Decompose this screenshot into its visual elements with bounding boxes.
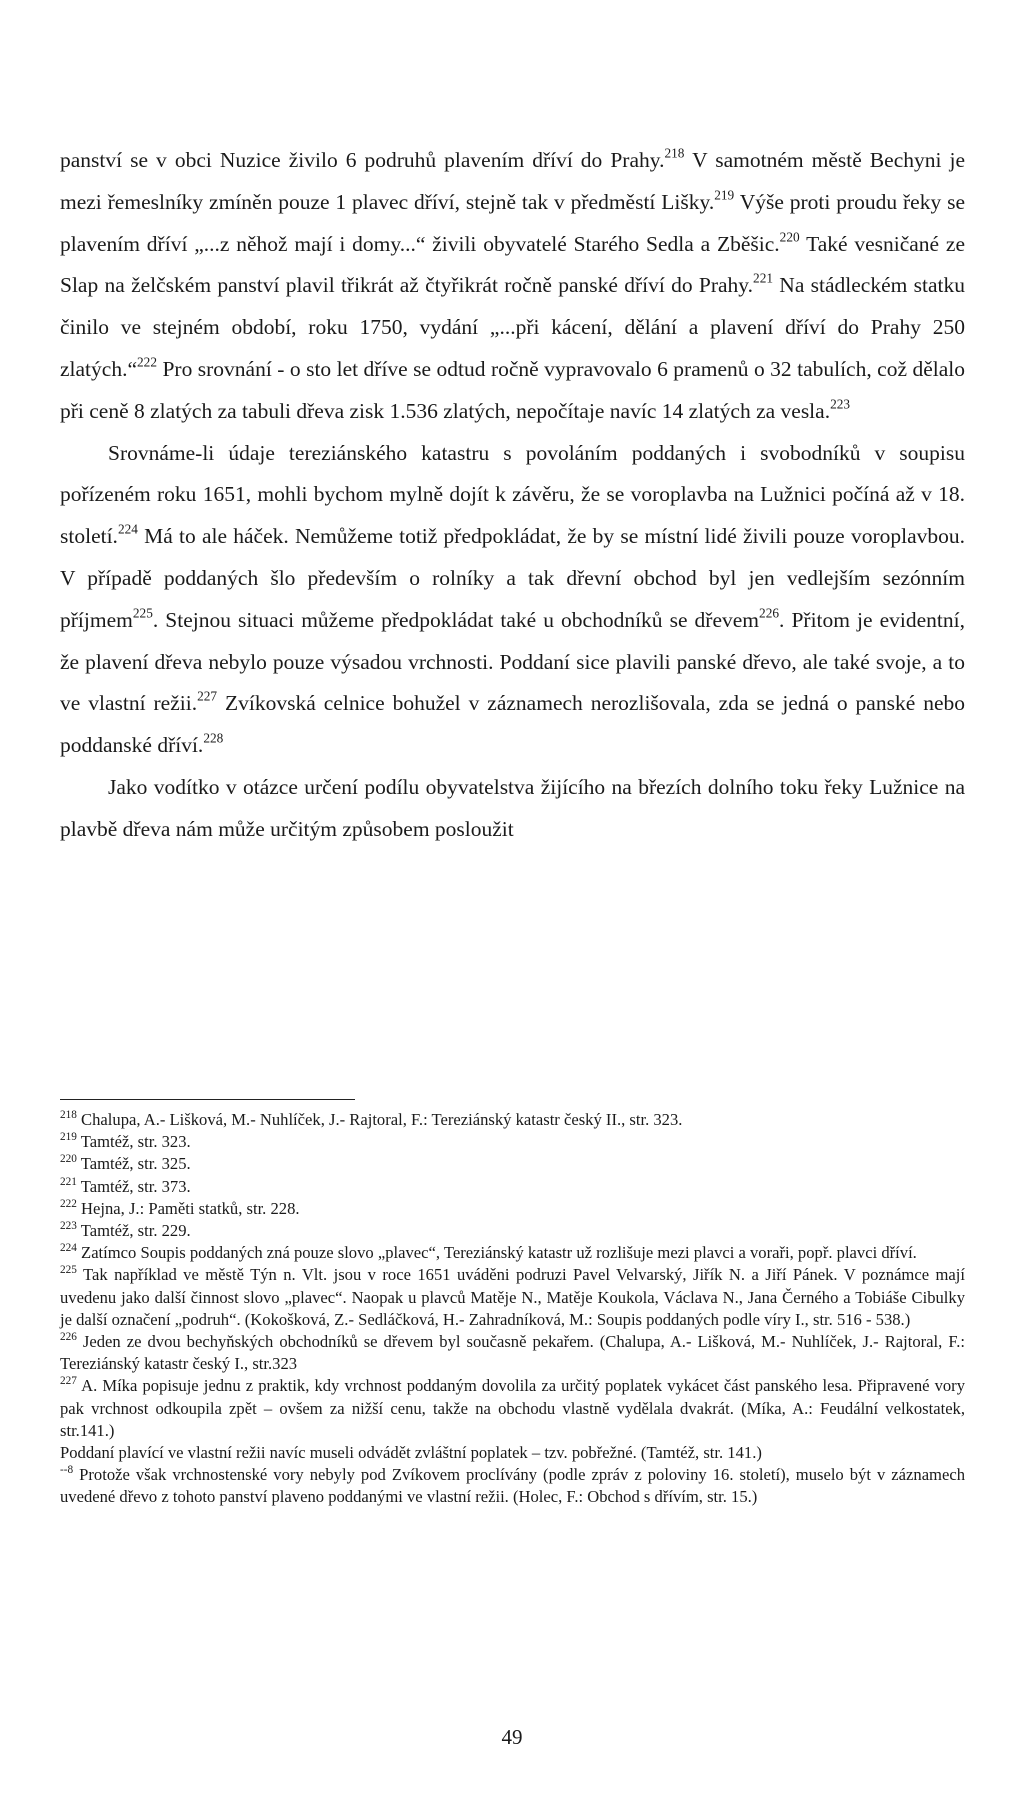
footnote-text: Tamtéž, str. 325. [76, 1154, 191, 1174]
footnote-reference: 223 [830, 396, 851, 412]
footnote-text: Tamtéž, str. 229. [76, 1221, 191, 1241]
footnote-reference: 226 [759, 605, 780, 621]
text-run: Na stádleckém statku činilo ve stejném období, roku 1750, vydání „...při kácení, dělání a plavení dříví do Prahy 250 zlatých.“ [60, 273, 965, 381]
footnote-reference: 224 [117, 521, 138, 537]
text-run: V samotném městě Bechyni je mezi řemeslníky zmíněn pouze 1 plavec dříví, stejně tak v předměstí Lišky. [60, 148, 965, 214]
footnote-text: Protože však vrchnostenské vory nebyly pod Zvíkovem proclívány (podle zpráv z poloviny 16. století), muselo být v záznamech uvedené dřevo z tohoto panství plaveno poddanými ve vlastní režii. (Holec, F.: Obchod s dřívím, str. 15.) [60, 1465, 965, 1507]
footnote-224 [60, 1242, 965, 1264]
main-text [60, 140, 965, 851]
footnote-text: Tak například ve městě Týn n. Vlt. jsou v roce 1651 uváděni podruzi Pavel Velvarský, Jiřík N. a Jiří Pánek. V poznámce mají uvedenu jako další činnost slovo „plavec“. Naopak u plavců Matěje N., Matěje Koukola, Václava N., Jana Černého a Tobiáše Cibulky je další označení „podruh“. (Kokošková, Z.- Sedláčková, H.- Zahradníková, M.: Soupis poddaných podle víry I., str. 516 - 538.) [60, 1265, 965, 1329]
footnote-reference: 219 [714, 187, 735, 203]
footnote-reference: 218 [664, 145, 685, 161]
page-number: 49 [501, 1725, 523, 1749]
footnote-number: 223 [60, 1220, 77, 1233]
text-run: Má to ale háček. Nemůžeme totiž předpokládat, že by se místní lidé živili pouze voroplavbou. V případě poddaných šlo především o rolníky a tak dřevní obchod byl jen vedlejším sezónním příjmem [60, 524, 965, 632]
footnote-text: Chalupa, A.- Lišková, M.- Nuhlíček, J.- Rajtoral, F.: Tereziánský katastr český II., str. 323. [76, 1110, 683, 1129]
footnote-reference: 221 [753, 270, 774, 286]
footnote-227-continued [60, 1442, 965, 1464]
paragraph-3 [60, 767, 965, 851]
footnote-227 [60, 1375, 965, 1442]
footnote-number: 221 [60, 1175, 77, 1188]
text-run: Srovnáme-li údaje tereziánského katastru s povoláním poddaných i svobodníků v soupisu pořízeném roku 1651, mohli bychom mylně dojít k závěru, že se voroplavba na Lužnici počíná až v 18. století. [60, 440, 965, 549]
footnote-text: Jeden ze dvou bechyňských obchodníků se dřevem byl současně pekařem. (Chalupa, A.- Lišková, M.- Nuhlíček, J.- Rajtoral, F.: Tereziánský katastr český I., str.323 [60, 1332, 965, 1374]
footnote-number: 226 [60, 1331, 77, 1344]
footnote-225 [60, 1264, 965, 1331]
footnote-reference: 228 [203, 730, 224, 746]
paragraph-1 [60, 140, 965, 433]
footnote-222 [60, 1198, 965, 1220]
footnote-number: 220 [60, 1153, 77, 1166]
footnotes [60, 1109, 965, 1509]
footnote-219 [60, 1131, 965, 1153]
footnote-number: 225 [60, 1264, 77, 1277]
footnote-reference: 225 [132, 605, 153, 621]
footnote-218 [60, 1109, 965, 1131]
footnote-reference: 220 [779, 229, 800, 244]
footnote-text: Tamtéž, str. 373. [76, 1176, 191, 1196]
paragraph-2 [60, 433, 965, 767]
footnote-number: 219 [60, 1131, 77, 1144]
footnote-separator [60, 1099, 355, 1100]
footnote-text: A. Míka popisuje jednu z praktik, kdy vrchnost poddaným dovolila za určitý poplatek vykácet část panského lesa. Připravené vory pak vrchnost odkoupila zpět – ovšem za nižší cenu, takže na obchodu vlastně vydělala dvakrát. (Míka, A.: Feudální velkostatek, str.141.) [60, 1376, 965, 1440]
footnote-number: 222 [60, 1198, 77, 1211]
footnote-223 [60, 1220, 965, 1242]
footnote-reference: 227 [197, 688, 218, 704]
footnote-number: 227 [60, 1375, 77, 1388]
text-run: Pro srovnání - o sto let dříve se odtud ročně vypravovalo 6 pramenů o 32 tabulích, což dělalo při ceně 8 zlatých za tabuli dřeva zisk 1.536 zlatých, nepočítaje navíc 14 zlatých za vesla. [60, 356, 965, 423]
footnote-text: Tamtéž, str. 323. [76, 1132, 191, 1152]
text-run: . Stejnou situaci můžeme předpokládat také u obchodníků se dřevem [152, 607, 760, 632]
footnote-text: Hejna, J.: Paměti statků, str. 228. [76, 1198, 300, 1218]
text-run: Výše proti proudu řeky se plavením dříví „...z něhož mají i domy...“ živili obyvatelé Starého Sedla a Zběšic. [60, 189, 965, 256]
footnote-228 [60, 1464, 965, 1508]
footnote-220 [60, 1153, 965, 1175]
text-run: panství se v obci Nuzice živilo 6 podruhů plavením dříví do Prahy. [60, 148, 665, 172]
text-run: Jako vodítko v otázce určení podílu obyvatelstva žijícího na březích dolního toku řeky Lužnice na plavbě dřeva nám může určitým způsobem posloužit [60, 774, 965, 841]
text-run: Také vesničané ze Slap na želčském panství plavil třikrát až čtyřikrát ročně panské dříví do Prahy. [60, 231, 965, 298]
footnote-number: 218 [60, 1109, 77, 1122]
footnote-number: --8 [60, 1464, 74, 1477]
footnote-number: 224 [60, 1242, 77, 1255]
text-run: Zvíkovská celnice bohužel v záznamech nerozlišovala, zda se jedná o panské nebo poddanské dříví. [60, 691, 965, 758]
footnote-text: Zatímco Soupis poddaných zná pouze slovo „plavec“, Tereziánský katastr už rozlišuje mezi plavci a voraři, popř. plavci dříví. [76, 1243, 917, 1263]
footnote-226 [60, 1331, 965, 1375]
footnote-text: Poddaní plavící ve vlastní režii navíc museli odvádět zvláštní poplatek – tzv. pobřežné. (Tamtéž, str. 141.) [60, 1443, 762, 1463]
footnote-221 [60, 1176, 965, 1198]
footnote-reference: 222 [137, 354, 157, 370]
text-run: . Přitom je evidentní, že plavení dřeva nebylo pouze výsadou vrchnosti. Poddaní sice plavili panské dřevo, ale také svoje, a to ve vlastní režii. [60, 607, 965, 716]
page-body [60, 140, 965, 851]
